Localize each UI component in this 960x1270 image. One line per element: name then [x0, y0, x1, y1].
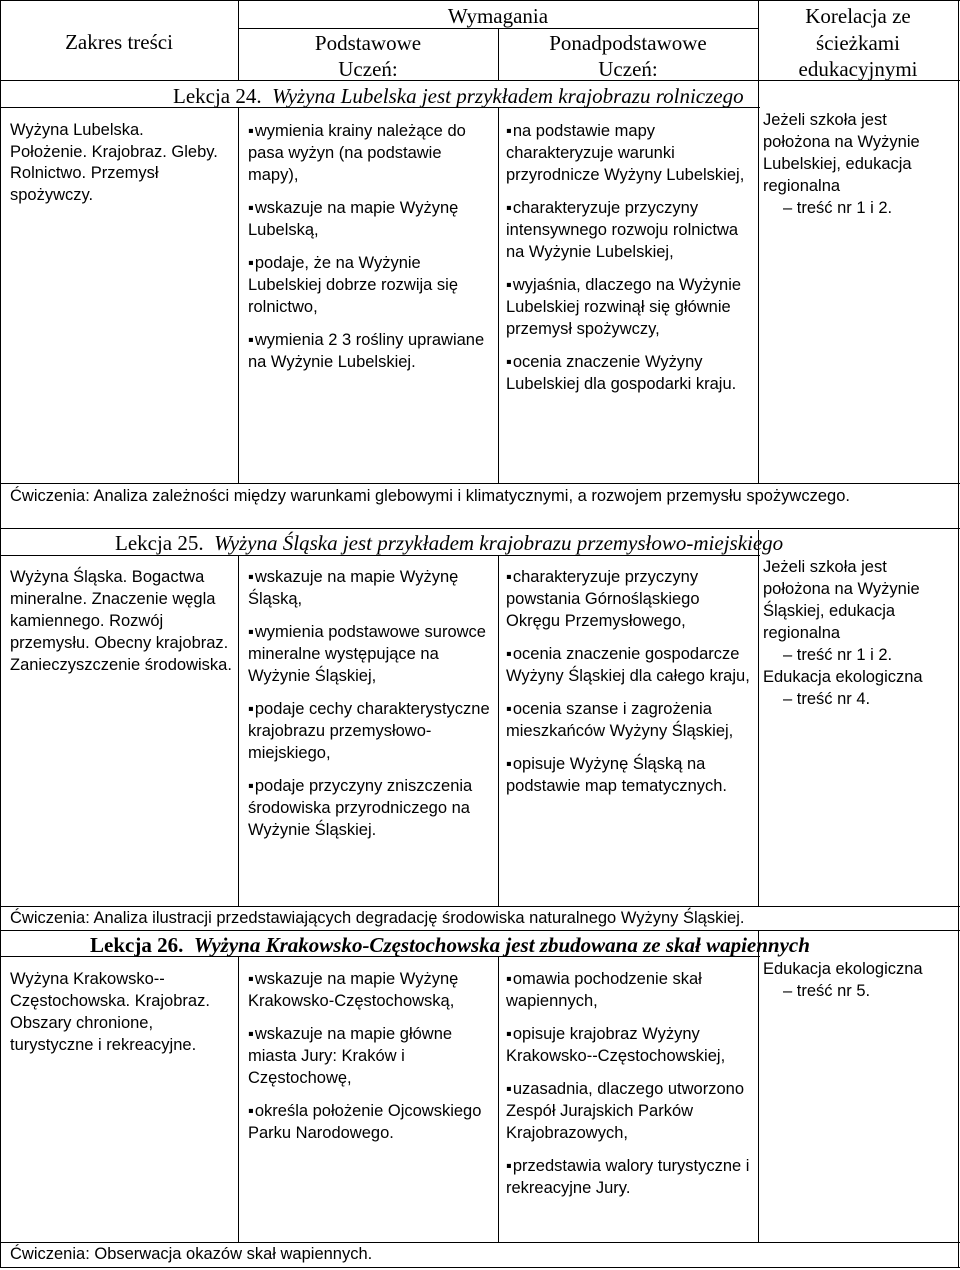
header-korelacja-2: ścieżkami	[816, 31, 900, 55]
lesson-title: Wyżyna Śląska jest przykładem krajobrazu przemysłowo-miejskiego	[214, 531, 784, 555]
header-korelacja-1: Korelacja ze	[805, 4, 911, 28]
requirement-item: ▪ wskazuje na mapie Wyżynę Lubelską,	[248, 197, 493, 241]
table-border-bottom	[0, 1267, 960, 1268]
lesson-26-top-line	[0, 930, 960, 931]
table-border-top	[0, 0, 960, 1]
requirement-item: ▪ opisuje krajobraz Wyżyny Krakowsko--Częstochowskiej,	[506, 1023, 752, 1067]
lesson-24-heading-line	[0, 107, 760, 108]
lesson-24-ponadpodstawowe	[506, 120, 752, 406]
lesson-25-podstawowe	[248, 566, 493, 852]
lesson-25-bottom-line	[0, 906, 960, 907]
col-divider-1	[238, 107, 239, 484]
lesson-24-zakres: Wyżyna Lubelska. Położenie. Krajobraz. Gleby. Rolnictwo. Przemysł spożywczy.	[10, 121, 218, 204]
col-divider-3	[758, 107, 759, 484]
header-zakres: Zakres treści	[65, 30, 173, 54]
korelacja-tresc: – treść nr 5.	[783, 982, 871, 1000]
requirement-item: ▪ ocenia znaczenie Wyżyny Lubelskiej dla gospodarki kraju.	[506, 351, 752, 395]
requirement-item: ▪ przedstawia walory turystyczne i rekreacyjne Jury.	[506, 1155, 752, 1199]
lesson-24-korelacja	[763, 109, 953, 219]
lesson-25-ponadpodstawowe	[506, 566, 752, 808]
header-wymagania: Wymagania	[447, 4, 549, 28]
lesson-heading-26	[90, 933, 810, 957]
header-podstawowe: Podstawowe	[314, 31, 422, 55]
requirement-item: ▪ podaje cechy charakterystyczne krajobrazu przemysłowo-miejskiego,	[248, 698, 493, 764]
lesson-25-zakres: Wyżyna Śląska. Bogactwa mineralne. Znaczenie węgla kamiennego. Rozwój przemysłu. Obecny krajobraz. Zanieczyszczenie środowiska.	[10, 568, 232, 674]
requirement-item: ▪ wymienia krainy należące do pasa wyżyn (na podstawie mapy),	[248, 120, 493, 186]
lesson-heading-24	[173, 84, 744, 108]
lesson-25-heading-line	[0, 555, 760, 556]
header-ponad-sub: Uczeń:	[598, 57, 658, 81]
lesson-26-korelacja	[763, 958, 953, 1002]
col-divider-1	[238, 0, 239, 81]
korelacja-tresc: – treść nr 1 i 2.	[783, 646, 893, 664]
col-divider-2	[498, 28, 499, 81]
requirement-item: ▪ na podstawie mapy charakteryzuje warunki przyrodnicze Wyżyny Lubelskiej,	[506, 120, 752, 186]
lesson-26-ponadpodstawowe	[506, 968, 752, 1210]
requirement-item: ▪ podaje przyczyny zniszczenia środowiska przyrodniczego na Wyżynie Śląskiej.	[248, 775, 493, 841]
col-divider-2	[498, 555, 499, 907]
korelacja-tresc: – treść nr 4.	[783, 690, 871, 708]
requirement-item: ▪ opisuje Wyżynę Śląską na podstawie map tematycznych.	[506, 753, 752, 797]
header-podstawowe-sub: Uczeń:	[338, 57, 398, 81]
table-border-left	[0, 0, 1, 1268]
lesson-26-podstawowe	[248, 968, 493, 1155]
lesson-25-cwiczenia: Ćwiczenia: Analiza ilustracji przedstawiających degradację środowiska naturalnego Wyżyny Śląskiej.	[10, 909, 745, 927]
lesson-25-top-line	[0, 528, 960, 529]
lesson-label: Lekcja 24.	[173, 84, 262, 108]
lesson-24-cwiczenia: Ćwiczenia: Analiza zależności między warunkami glebowymi i klimatycznymi, a rozwojem przemysłu spożywczego.	[10, 487, 850, 505]
requirement-item: ▪ charakteryzuje przyczyny powstania Górnośląskiego Okręgu Przemysłowego,	[506, 566, 752, 632]
korelacja-text: Edukacja ekologiczna	[763, 960, 923, 978]
korelacja-text: Jeżeli szkoła jest położona na Wyżynie Śląskiej, edukacja regionalna	[763, 558, 920, 642]
requirement-item: ▪ wskazuje na mapie główne miasta Jury: Kraków i Częstochowę,	[248, 1023, 493, 1089]
table-border-right	[958, 0, 959, 1268]
requirement-item: ▪ ocenia znaczenie gospodarcze Wyżyny Śląskiej dla całego kraju,	[506, 643, 752, 687]
requirement-item: ▪ określa położenie Ojcowskiego Parku Narodowego.	[248, 1100, 493, 1144]
col-divider-2	[498, 956, 499, 1243]
lesson-24-bottom-line	[0, 483, 960, 484]
requirement-item: ▪ wymienia podstawowe surowce mineralne występujące na Wyżynie Śląskiej,	[248, 621, 493, 687]
col-divider-1	[238, 956, 239, 1243]
requirement-item: ▪ ocenia szanse i zagrożenia mieszkańców Wyżyny Śląskiej,	[506, 698, 752, 742]
lesson-label: Lekcja 26.	[90, 933, 184, 957]
requirement-item: ▪ podaje, że na Wyżynie Lubelskiej dobrze rozwija się rolnictwo,	[248, 252, 493, 318]
korelacja-tresc: – treść nr 1 i 2.	[783, 199, 893, 217]
requirement-item: ▪ charakteryzuje przyczyny intensywnego rozwoju rolnictwa na Wyżynie Lubelskiej,	[506, 197, 752, 263]
requirement-item: ▪ wymienia 2 3 rośliny uprawiane na Wyżynie Lubelskiej.	[248, 329, 493, 373]
requirement-item: ▪ omawia pochodzenie skał wapiennych,	[506, 968, 752, 1012]
requirement-item: ▪ uzasadnia, dlaczego utworzono Zespół Jurajskich Parków Krajobrazowych,	[506, 1078, 752, 1144]
header-korelacja-3: edukacyjnymi	[798, 57, 918, 81]
requirement-item: ▪ wskazuje na mapie Wyżynę Krakowsko-Częstochowską,	[248, 968, 493, 1012]
col-divider-3	[758, 930, 759, 1243]
lesson-24-podstawowe	[248, 120, 493, 384]
lesson-26-cwiczenia: Ćwiczenia: Obserwacja okazów skał wapiennych.	[10, 1245, 373, 1263]
col-divider-1	[238, 555, 239, 907]
header-ponad: Ponadpodstawowe	[549, 31, 707, 55]
korelacja-text: Edukacja ekologiczna	[763, 668, 923, 686]
lesson-25-korelacja	[763, 556, 953, 710]
col-divider-2	[498, 107, 499, 484]
lesson-heading-25	[115, 531, 783, 555]
requirement-item: ▪ wyjaśnia, dlaczego na Wyżynie Lubelskiej rozwinął się głównie przemysł spożywczy,	[506, 274, 752, 340]
lesson-title: Wyżyna Krakowsko-Częstochowska jest zbudowana ze skał wapiennych	[193, 933, 810, 957]
col-divider-3	[758, 0, 759, 108]
korelacja-text: Jeżeli szkoła jest położona na Wyżynie Lubelskiej, edukacja regionalna	[763, 111, 920, 195]
lesson-title: Wyżyna Lubelska jest przykładem krajobrazu rolniczego	[272, 84, 744, 108]
lesson-label: Lekcja 25.	[115, 531, 204, 555]
lesson-26-heading-line	[0, 956, 760, 957]
requirement-item: ▪ wskazuje na mapie Wyżynę Śląską,	[248, 566, 493, 610]
lesson-26-bottom-line	[0, 1242, 960, 1243]
lesson-26-zakres: Wyżyna Krakowsko--Częstochowska. Krajobraz. Obszary chronione, turystyczne i rekreacyjne.	[10, 970, 210, 1054]
col-divider-3	[758, 530, 759, 907]
header-bottom-line	[0, 80, 960, 81]
